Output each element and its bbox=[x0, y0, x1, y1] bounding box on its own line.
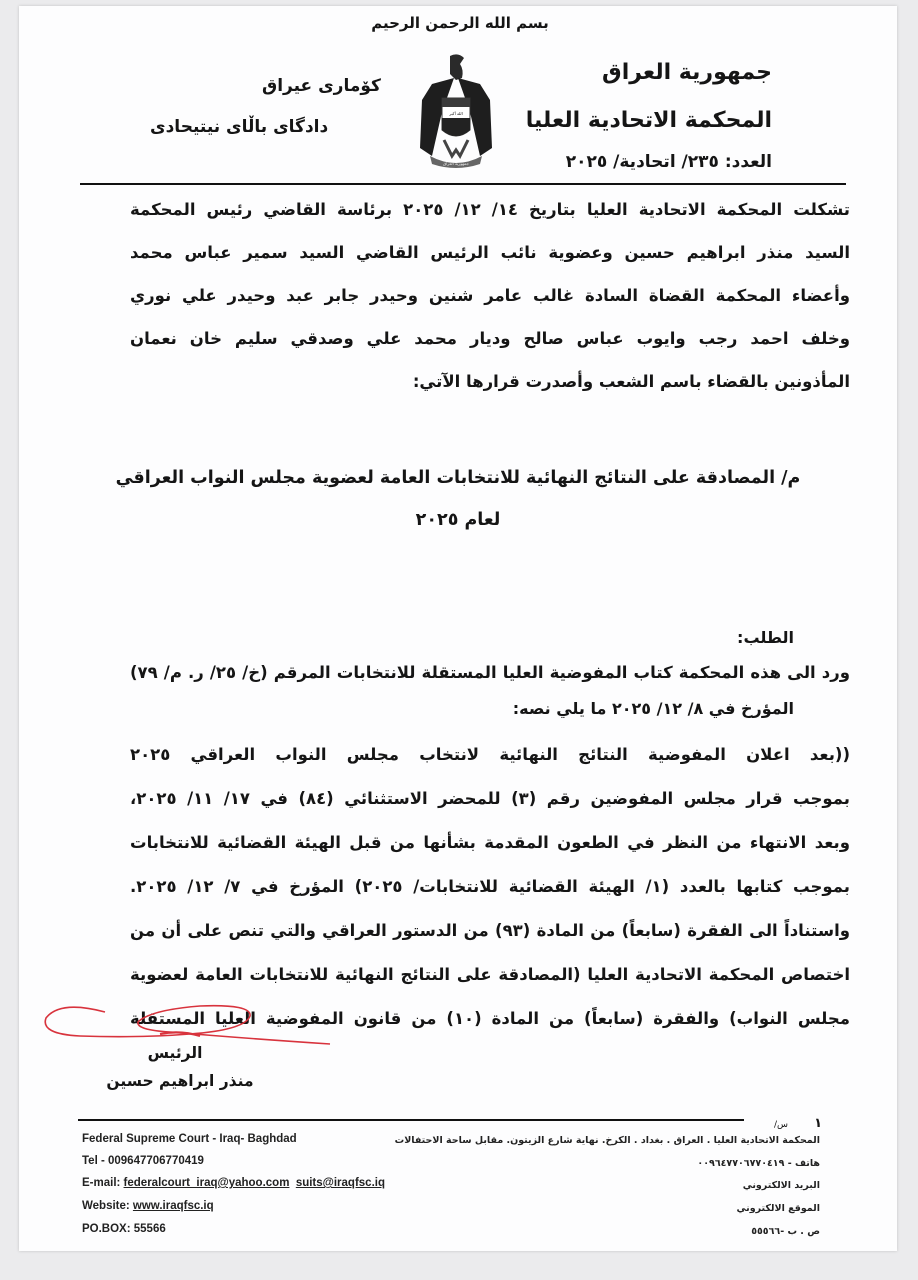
basmala: بسم الله الرحمن الرحيم bbox=[371, 14, 549, 32]
footer-email-arabic: البريد الالكتروني bbox=[742, 1180, 820, 1191]
request-line: المؤرخ في ٨/ ١٢/ ٢٠٢٥ ما يلي نصه: bbox=[512, 699, 794, 718]
intro-line: وخلف احمد رجب وايوب عباس صالح وديار محمد علي وصدقي سليم خان نعمان bbox=[130, 329, 850, 348]
header-court-kurdish: دادگای باڵای نیتیحادی bbox=[150, 117, 329, 137]
footer-tel-arabic: هاتف - ٠٠٩٦٤٧٧٠٦٧٧٠٤١٩ bbox=[697, 1158, 820, 1169]
intro-line: السيد منذر ابراهيم حسين وعضوية نائب الرئيس القاضي السيد سمير عباس محمد bbox=[130, 243, 850, 262]
request-line: بموجب كتابها بالعدد (١/ الهيئة القضائية للانتخابات/ ٢٠٢٥) المؤرخ في ٧/ ١٢/ ٢٠٢٥. bbox=[130, 877, 850, 896]
website-label: Website: bbox=[82, 1200, 130, 1212]
request-line: اختصاص المحكمة الاتحادية العليا (المصادقة على النتائج النهائية للانتخابات العامة لعضوية bbox=[130, 965, 850, 984]
signature-title: الرئيس bbox=[147, 1044, 203, 1062]
page-marker: س/ bbox=[773, 1120, 788, 1130]
iraq-eagle-emblem bbox=[418, 52, 494, 172]
intro-line-last: المأذونين بالقضاء باسم الشعب وأصدرت قرارها الآتي: bbox=[412, 372, 850, 391]
page-number: ١ bbox=[814, 1116, 822, 1131]
footer-email-row bbox=[82, 1177, 385, 1189]
footer-pobox-arabic: ص . ب -٥٥٥٦٦ bbox=[751, 1226, 820, 1237]
email-link-primary[interactable]: federalcourt_iraq@yahoo.com bbox=[123, 1177, 290, 1189]
footer-address-arabic: المحكمة الاتحادية العليا . العراق . بغداد . الكرخ. نهاية شارع الزيتون. مقابل ساحة الاحتفالات bbox=[394, 1135, 820, 1146]
email-label: E-mail: bbox=[82, 1177, 121, 1189]
request-heading: الطلب: bbox=[737, 628, 794, 647]
request-line: بموجب قرار مجلس المفوضين رقم (٣) للمحضر الاستثنائي (٨٤) في ١٧/ ١١/ ٢٠٢٥، bbox=[130, 789, 850, 808]
handwritten-signature bbox=[40, 1000, 340, 1050]
subject-year: لعام ٢٠٢٥ bbox=[415, 510, 501, 530]
request-line: مجلس النواب) والفقرة (سابعاً) من المادة (١٠) من قانون المفوضية العليا المستقلة bbox=[130, 1009, 850, 1028]
footer-website-row bbox=[82, 1200, 214, 1212]
header-court-arabic: المحكمة الاتحادية العليا bbox=[525, 108, 772, 133]
footer-pobox: PO.BOX: 55566 bbox=[82, 1223, 166, 1235]
subject-line: م/ المصادقة على النتائج النهائية للانتخابات العامة لعضوية مجلس النواب العراقي bbox=[115, 468, 801, 488]
emblem-text: الله أكبر bbox=[449, 111, 463, 116]
emblem-ribbon-text: جمهورية العراق bbox=[443, 161, 469, 166]
signature-stroke bbox=[45, 1006, 330, 1044]
signature-name: منذر ابراهيم حسين bbox=[106, 1072, 254, 1090]
request-line: واستناداً الى الفقرة (سابعاً) من المادة (٩٣) من الدستور العراقي والتي تنص على أن من bbox=[130, 921, 850, 940]
footer-court-name: Federal Supreme Court - Iraq- Baghdad bbox=[82, 1133, 297, 1145]
intro-line: وأعضاء المحكمة القضاة السادة غالب عامر شنين وحيدر جابر عبد وحيدر علي نوري bbox=[130, 286, 850, 305]
email-link-suits[interactable]: suits@iraqfsc.iq bbox=[295, 1177, 385, 1189]
request-line: وبعد الانتهاء من النظر في الطعون المقدمة بشأنها من قبل الهيئة القضائية للانتخابات bbox=[130, 833, 850, 852]
footer-divider bbox=[78, 1119, 744, 1121]
eagle-head bbox=[450, 54, 464, 80]
reference-number: العدد: ٢٣٥/ اتحادية/ ٢٠٢٥ bbox=[565, 152, 772, 172]
intro-line: تشكلت المحكمة الاتحادية العليا بتاريخ ١٤/ ١٢/ ٢٠٢٥ برئاسة القاضي رئيس المحكمة bbox=[130, 200, 850, 219]
request-line: ورد الى هذه المحكمة كتاب المفوضية العليا المستقلة للانتخابات المرقم (خ/ ٢٥/ ر. م/ ٧٩) bbox=[130, 663, 850, 682]
website-link[interactable]: www.iraqfsc.iq bbox=[132, 1200, 214, 1212]
footer-website-arabic: الموقع الالكتروني bbox=[736, 1203, 820, 1214]
request-line: ((بعد اعلان المفوضية النتائج النهائية لانتخاب مجلس النواب العراقي ٢٠٢٥ bbox=[130, 745, 850, 764]
header-divider bbox=[80, 183, 846, 185]
footer-tel: Tel - 009647706770419 bbox=[82, 1155, 204, 1167]
header-republic-arabic: جمهورية العراق bbox=[602, 60, 772, 85]
header-republic-kurdish: كۆمارى عيراق bbox=[262, 76, 381, 96]
